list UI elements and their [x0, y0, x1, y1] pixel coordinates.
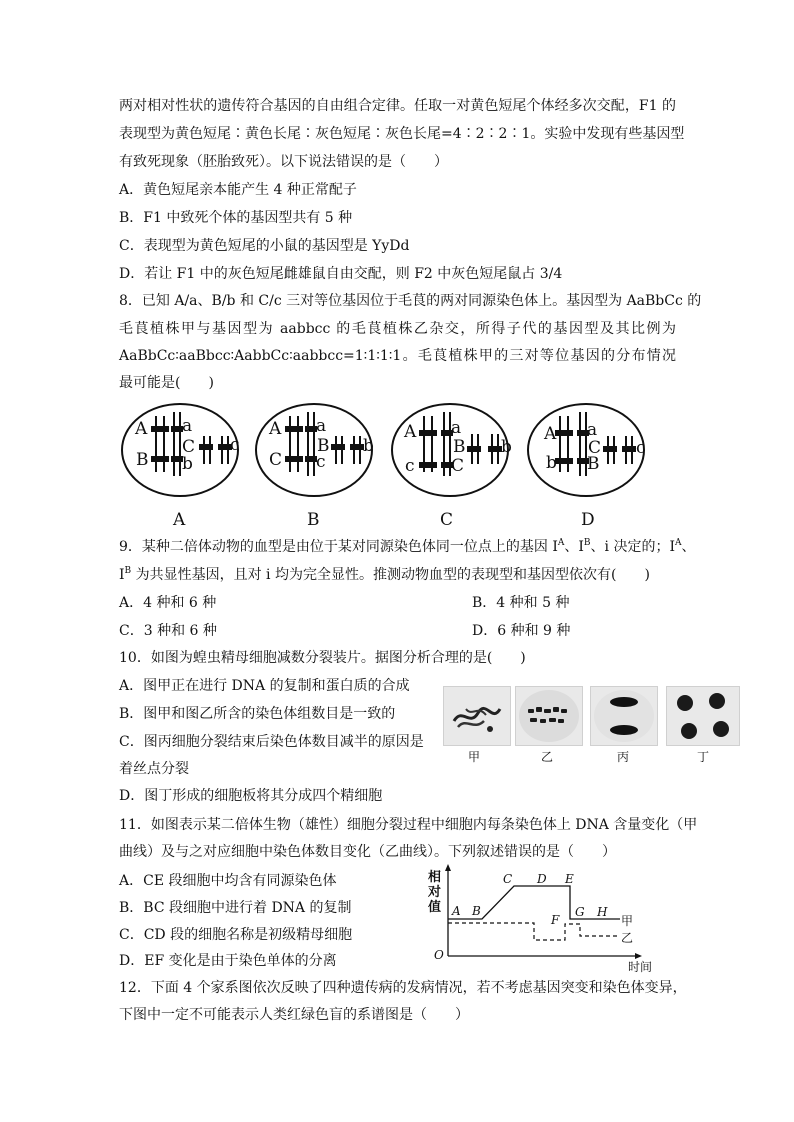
- q9-option-a: A．4 种和 6 种: [119, 595, 217, 611]
- q9-option-c: C．3 种和 6 种: [119, 623, 217, 639]
- q12-stem-line-1: 12．下面 4 个家系图依次反映了四种遗传病的发病情况，若不考虑基因突变和染色体变异，: [119, 980, 687, 996]
- cell-c-label: C: [440, 510, 454, 530]
- cell-a-gene-a: a: [182, 416, 193, 436]
- micrograph-jia: [443, 686, 511, 746]
- q8-stem-line-3: AaBbCc∶aaBbcc∶AabbCc∶aabbcc=1∶1∶1∶1。毛茛植株甲的三对等位基因的分布情况: [119, 348, 676, 364]
- cell-a-gene-b: b: [182, 454, 193, 474]
- q7-option-b: B．F1 中致死个体的基因型共有 5 种: [119, 210, 353, 226]
- graph-point-b: B: [472, 904, 481, 918]
- q9-stem-line-2: $I^B$ 为共显性基因，且对 i 均为完全显性。推测动物血型的表现型和基因型依次有( ): [119, 566, 650, 583]
- q7-option-c: C．表现型为黄色短尾的小鼠的基因型是 YyDd: [119, 238, 410, 254]
- cell-a-gene-A: A: [135, 419, 148, 439]
- caption-yi: 乙: [541, 750, 554, 764]
- q8-stem-line-4: 最可能是( ): [119, 375, 214, 391]
- graph-point-d: D: [537, 872, 547, 886]
- q7-stem-line-2: 表现型为黄色短尾∶黄色长尾∶灰色短尾∶灰色长尾=4∶2∶2∶1。实验中发现有些基因型: [119, 126, 685, 142]
- micrograph-ding: [666, 686, 740, 746]
- graph-point-c: C: [503, 872, 513, 886]
- cell-a-label: A: [173, 510, 186, 530]
- q7-stem-line-1: 两对相对性状的遗传符合基因的自由组合定律。任取一对黄色短尾个体经多次交配，F1 的: [119, 98, 676, 114]
- graph-point-e: E: [565, 872, 574, 886]
- q7-option-d: D．若让 F1 中的灰色短尾雌雄鼠自由交配，则 F2 中灰色短尾鼠占 3/4: [119, 266, 563, 282]
- cell-a-gene-C: C: [182, 437, 196, 457]
- cell-d-gene-b: b: [546, 453, 557, 473]
- q10-option-a: A．图甲正在进行 DNA 的复制和蛋白质的合成: [119, 678, 410, 694]
- cell-d-label: D: [581, 510, 595, 530]
- q11-option-b: B．BC 段细胞中进行着 DNA 的复制: [119, 900, 352, 916]
- caption-jia: 甲: [468, 750, 481, 764]
- q7-option-a: A．黄色短尾亲本能产生 4 种正常配子: [119, 182, 357, 198]
- q8-cell-diagrams: [118, 402, 658, 534]
- cell-c-gene-C: C: [451, 456, 465, 476]
- q7-stem-line-3: 有致死现象（胚胎致死）。以下说法错误的是（ ）: [119, 154, 448, 170]
- graph-point-h: H: [597, 905, 608, 919]
- graph-ylabel: 相对值: [428, 870, 442, 915]
- cell-c-gene-b: b: [501, 437, 512, 457]
- cell-c-circle: [392, 404, 508, 496]
- cell-c-gene-c: c: [405, 456, 415, 476]
- caption-bing: 丙: [617, 750, 630, 764]
- q11-stem-line-2: 曲线）及与之对应细胞中染色体数目变化（乙曲线）。下列叙述错误的是（ ）: [119, 844, 616, 860]
- graph-point-f: F: [551, 913, 560, 927]
- cell-b-gene-c: c: [316, 452, 326, 472]
- micrograph-yi: [515, 686, 583, 746]
- cell-d-gene-c: c: [636, 438, 646, 458]
- q9-option-d: D．6 种和 9 种: [472, 623, 571, 639]
- q12-stem-line-2: 下图中一定不可能表示人类红绿色盲的系谱图是（ ）: [119, 1007, 469, 1023]
- cell-b-gene-b: b: [363, 436, 374, 456]
- q11-stem-line-1: 11．如图表示某二倍体生物（雄性）细胞分裂过程中细胞内每条染色体上 DNA 含量变化（甲: [119, 817, 698, 833]
- q10-option-c: C．图丙细胞分裂结束后染色体数目减半的原因是: [119, 734, 424, 750]
- q8-stem-line-1: 8．已知 A/a、B/b 和 C/c 三对等位基因位于毛茛的两对同源染色体上。基因型为 AaBbCc 的: [119, 293, 702, 309]
- q11-option-c: C．CD 段的细胞名称是初级精母细胞: [119, 927, 353, 943]
- q11-graph: [420, 862, 660, 972]
- cell-c-gene-a: a: [451, 418, 462, 438]
- q10-stem: 10．如图为蝗虫精母细胞减数分裂装片。据图分析合理的是( ): [119, 650, 526, 666]
- graph-origin: O: [434, 948, 444, 962]
- cell-d-gene-C: C: [588, 438, 602, 458]
- caption-ding: 丁: [697, 750, 710, 764]
- q10-option-d: D．图丁形成的细胞板将其分成四个精细胞: [119, 788, 383, 804]
- cell-b-label: B: [307, 510, 320, 530]
- graph-curve-yi: 乙: [621, 931, 634, 945]
- cell-c-gene-A: A: [404, 422, 417, 442]
- cell-b-gene-B: B: [317, 436, 330, 456]
- cell-b-gene-a: a: [316, 416, 327, 436]
- q10-option-b: B．图甲和图乙所含的染色体组数目是一致的: [119, 706, 396, 722]
- cell-a-gene-c: c: [230, 435, 240, 455]
- cell-b-gene-C: C: [269, 450, 283, 470]
- cell-d-gene-B: B: [587, 454, 600, 474]
- cell-a-gene-B: B: [136, 450, 149, 470]
- cell-d-gene-A: A: [544, 424, 557, 444]
- cell-c-gene-B: B: [453, 437, 466, 457]
- graph-curve-jia: 甲: [621, 914, 634, 928]
- cell-b-gene-A: A: [269, 419, 282, 439]
- q10-option-c-cont: 着丝点分裂: [119, 761, 189, 777]
- q11-option-a: A．CE 段细胞中均含有同源染色体: [119, 873, 337, 889]
- q9-stem-line-1: 9．某种二倍体动物的血型是由位于某对同源染色体同一位点上的基因 $I^A$、$I^B$、i 决定的；$I^A$、: [119, 538, 696, 555]
- cell-d-circle: [528, 404, 644, 496]
- q11-option-d: D．EF 变化是由于染色单体的分离: [119, 953, 337, 969]
- micrograph-bing: [590, 686, 658, 746]
- q9-option-b: B．4 种和 5 种: [472, 595, 570, 611]
- graph-point-g: G: [575, 905, 585, 919]
- graph-point-a: A: [452, 904, 461, 918]
- cell-d-gene-a: a: [587, 420, 598, 440]
- graph-xlabel: 时间: [628, 960, 653, 974]
- q8-stem-line-2: 毛茛植株甲与基因型为 aabbcc 的毛茛植株乙杂交，所得子代的基因型及其比例为: [119, 321, 676, 337]
